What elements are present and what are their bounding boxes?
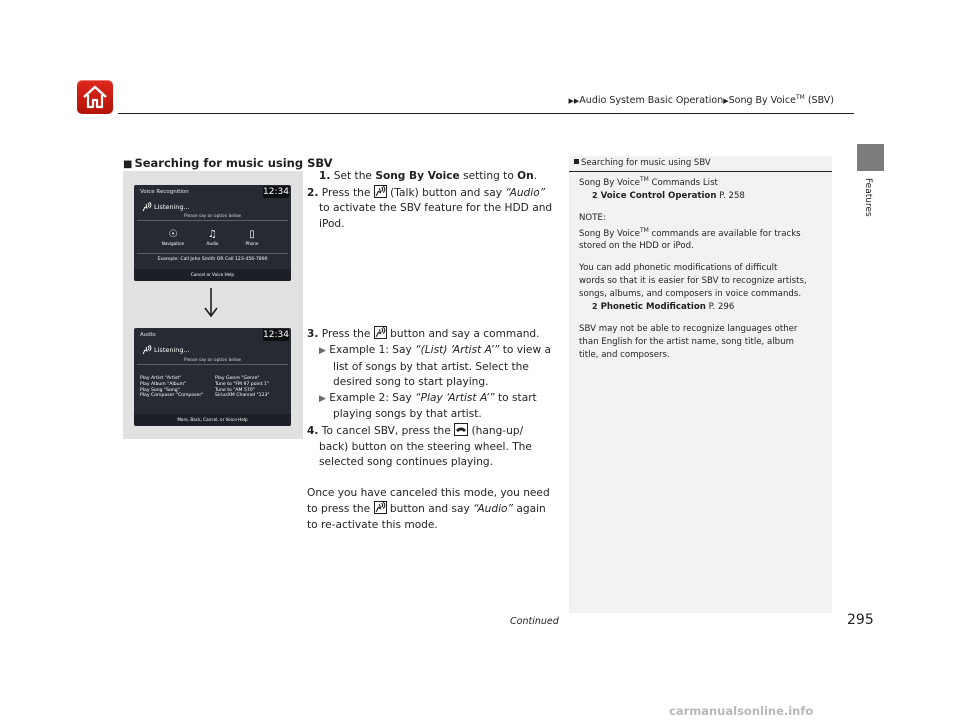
text: to view a	[499, 343, 551, 356]
breadcrumb-item[interactable]: Song By Voice	[728, 95, 796, 107]
reference-icon: 2	[592, 301, 598, 311]
section-title: ■ Searching for music using SBV	[123, 156, 333, 170]
text: Example 1: Say	[329, 343, 416, 356]
option-label: Audio	[206, 241, 219, 246]
listening-status	[142, 202, 190, 212]
chapter-tab[interactable]	[857, 144, 884, 171]
step-2	[307, 185, 562, 202]
listening-status	[142, 345, 190, 355]
voice-recognition-screen	[134, 185, 291, 281]
breadcrumb: ▶▶Audio System Basic Operation▶Song By Voice™ (SBV)	[568, 94, 834, 107]
navigation-option[interactable]	[158, 229, 188, 246]
text: Commands List	[648, 177, 718, 188]
phone-icon: ▯	[249, 229, 255, 240]
reference-page: P. 296	[705, 301, 735, 312]
command-item[interactable]: Play Album "Album"	[140, 381, 187, 387]
audio-option[interactable]	[198, 229, 228, 246]
example-1	[307, 343, 562, 360]
option-label: Navigation	[161, 241, 185, 246]
voice-command: “Play ‘Artist A’”	[415, 391, 495, 404]
chapter-label: Features	[863, 178, 873, 217]
command-item[interactable]: SiriusXM Channel "123"	[215, 393, 270, 399]
command-list-right	[215, 376, 270, 399]
screen-footer[interactable]: Cancel or Voice Help	[134, 269, 291, 281]
text: commands are available for tracks	[648, 228, 801, 239]
step-number: 4.	[307, 424, 319, 437]
divider	[137, 220, 288, 221]
text: Song By Voice	[579, 177, 640, 188]
setting-value: On	[517, 170, 534, 182]
text: Press the	[321, 186, 374, 199]
text: desired song to start playing.	[333, 376, 489, 389]
text: (Talk) button and say	[386, 186, 506, 199]
clock: 12:34	[263, 187, 289, 197]
header-divider	[118, 113, 854, 114]
reference-page: P. 258	[716, 190, 745, 201]
example-2	[307, 391, 562, 408]
note-divider	[569, 171, 832, 172]
step-1	[307, 169, 562, 185]
divider	[137, 364, 288, 365]
text: iPod.	[319, 217, 345, 230]
music-note-icon: ♫	[208, 229, 217, 240]
prompt-text: Please say an option below	[184, 213, 241, 218]
note-paragraph	[579, 212, 827, 254]
text: SBV may not be able to recognize languages other	[579, 323, 798, 334]
step-number: 2.	[307, 186, 319, 199]
text: Once you have canceled this mode, you need	[307, 486, 550, 499]
talk-icon	[374, 326, 387, 339]
text: Song By Voice	[579, 228, 640, 239]
command-item[interactable]: Play Song "Song"	[140, 387, 180, 393]
cross-reference[interactable]	[579, 302, 734, 312]
talk-icon	[142, 202, 152, 212]
text: You can add phonetic modifications of difficult	[579, 263, 778, 274]
divider	[137, 253, 288, 254]
spacer	[307, 471, 562, 486]
reference-title: Voice Control Operation	[600, 190, 717, 201]
text: .	[533, 170, 538, 182]
text: (hang-up/	[468, 424, 524, 437]
command-item[interactable]: Play Composer "Composer"	[140, 393, 204, 399]
note-paragraph	[579, 262, 827, 314]
continued-label: Continued	[510, 616, 559, 627]
setting-name: Song By Voice	[375, 170, 460, 182]
arrow-right-icon: ▶	[319, 345, 326, 356]
listening-text: Listening...	[154, 203, 190, 211]
text: again	[513, 503, 546, 516]
example-text: Example: Call John Smith OR Call 123-456-7890	[157, 257, 268, 262]
text: words so that it is easier for SBV to recognize artists,	[579, 276, 807, 287]
text: Example 2: Say	[329, 391, 416, 404]
screen-footer[interactable]: More, Back, Cancel, or Voice Help	[134, 414, 291, 426]
voice-command: “(List) ‘Artist A’”	[415, 343, 500, 356]
command-item[interactable]: Tune to "FM 97 point 1"	[215, 381, 269, 387]
phone-option[interactable]	[237, 229, 267, 246]
note-title-text: Searching for music using SBV	[581, 158, 711, 168]
trademark: TM	[795, 94, 805, 101]
text: title, and composers.	[579, 349, 670, 360]
text: songs, albums, and composers in voice commands.	[579, 289, 802, 300]
arrow-right-icon: ▶	[319, 393, 326, 404]
note-title	[574, 158, 711, 168]
reference-icon: 2	[592, 190, 598, 200]
cross-reference[interactable]	[579, 191, 745, 201]
trademark: TM	[639, 226, 649, 234]
text: to start	[494, 391, 537, 404]
command-item[interactable]: Play Artist "Artist"	[140, 376, 182, 381]
text: to re-activate this mode.	[307, 518, 438, 531]
arrow-down-icon	[204, 288, 218, 318]
option-label: Phone	[245, 241, 259, 246]
text: To cancel SBV, press the	[321, 424, 455, 437]
text: button and say	[386, 503, 474, 516]
breadcrumb-suffix: (SBV)	[804, 95, 834, 107]
screen-title: Voice Recognition	[140, 189, 189, 195]
text: than English for the artist name, song title, album	[579, 336, 794, 347]
hang-up-icon	[454, 423, 468, 436]
text: setting to	[459, 170, 518, 182]
compass-icon: ☉	[168, 229, 178, 240]
note-body	[579, 174, 827, 371]
text: Set the	[333, 170, 376, 182]
category-icons	[158, 229, 267, 246]
watermark: carmanualsonline.info	[669, 704, 814, 718]
audio-voice-screen	[134, 328, 291, 426]
text: playing songs by that artist.	[333, 408, 482, 421]
step-4	[307, 423, 562, 440]
trademark: TM	[639, 176, 649, 183]
note-paragraph	[579, 323, 827, 362]
spacer	[307, 232, 562, 326]
talk-icon	[374, 185, 387, 198]
text: NOTE:	[579, 212, 606, 223]
listening-text: Listening...	[154, 346, 190, 354]
text: list of songs by that artist. Select the	[333, 360, 529, 373]
note-paragraph	[579, 174, 827, 203]
text: Press the	[321, 328, 374, 341]
home-button[interactable]	[77, 80, 113, 114]
step-number: 3.	[307, 328, 319, 341]
text: to press the	[307, 503, 374, 516]
text: to activate the SBV feature for the HDD and	[319, 202, 553, 215]
text: back) button on the steering wheel. The	[319, 440, 532, 453]
talk-icon	[374, 501, 387, 514]
text: selected song continues playing.	[319, 456, 494, 469]
step-3	[307, 326, 562, 343]
reference-title: Phonetic Modification	[600, 301, 706, 312]
text: stored on the HDD or iPod.	[579, 241, 694, 252]
talk-icon	[142, 345, 152, 355]
page-number: 295	[847, 612, 874, 628]
command-item[interactable]: Play Genre "Genre"	[215, 376, 260, 381]
screen-title: Audio	[140, 332, 156, 338]
text	[307, 501, 562, 518]
text: button and say a command.	[386, 328, 540, 341]
breadcrumb-item[interactable]: Audio System Basic Operation	[579, 95, 724, 107]
section-title-text: Searching for music using SBV	[134, 156, 333, 170]
command-item[interactable]: Tune to "AM 570"	[215, 387, 255, 393]
home-icon	[81, 83, 109, 111]
clock: 12:34	[263, 330, 289, 340]
instructions	[307, 169, 562, 534]
voice-command: “Audio”	[505, 186, 546, 199]
voice-command: “Audio”	[473, 503, 513, 516]
step-number: 1.	[319, 170, 331, 182]
command-list-left	[140, 376, 203, 399]
prompt-text: Please say an option below	[184, 357, 241, 362]
